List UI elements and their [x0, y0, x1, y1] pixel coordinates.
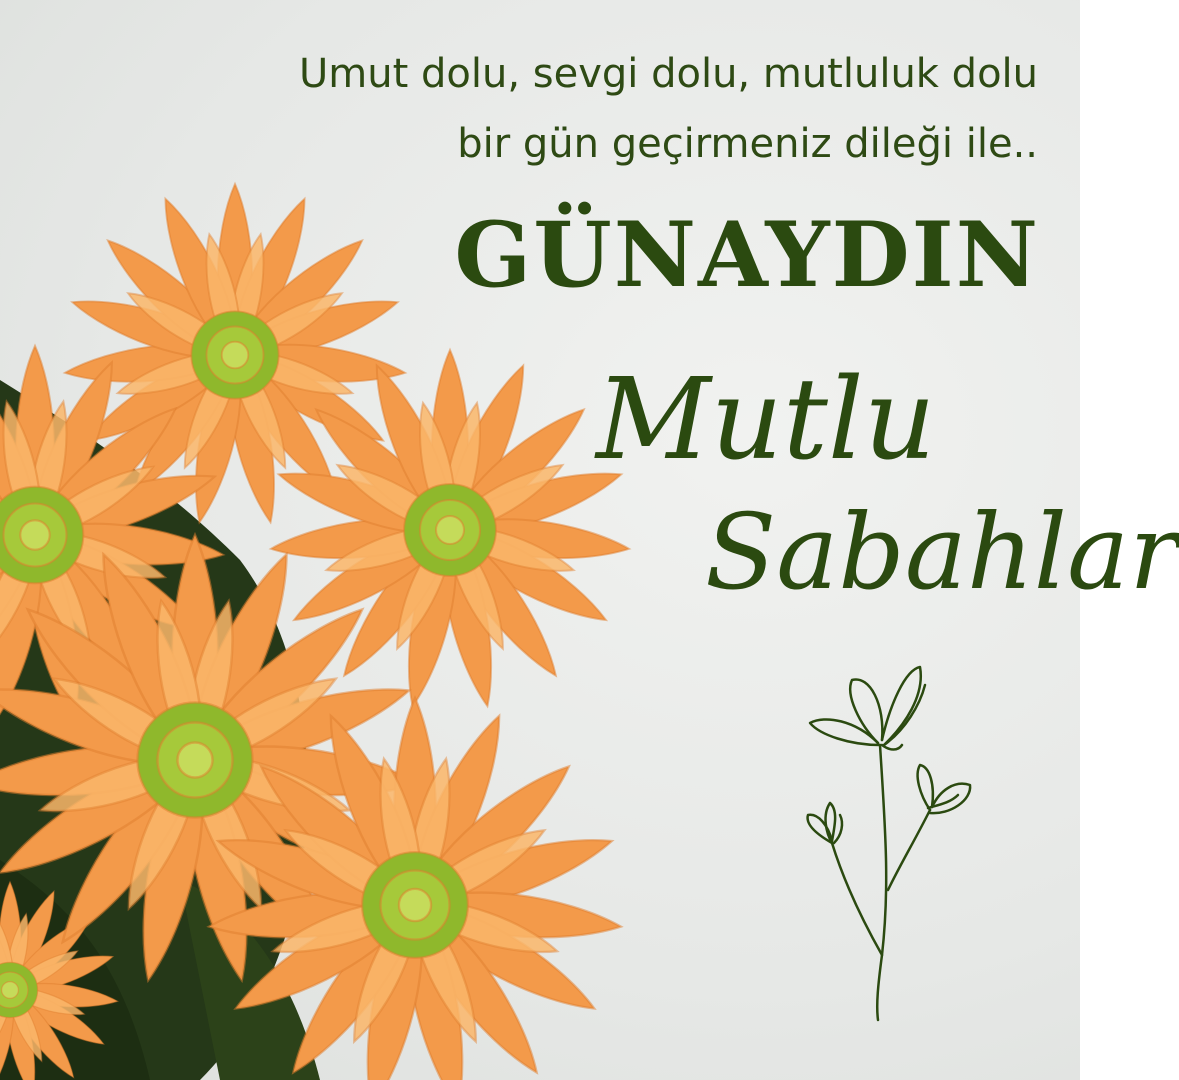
tagline-line-2: bir gün geçirmeniz dileği ile.. [457, 121, 1038, 167]
script-mutlu: Mutlu [596, 355, 936, 485]
line-art-flower-icon [790, 655, 990, 1035]
tagline-line-1: Umut dolu, sevgi dolu, mutluluk dolu [299, 51, 1038, 97]
main-heading: GÜNAYDIN [454, 202, 1040, 308]
script-sabahlar: Sabahlar [705, 491, 1179, 613]
